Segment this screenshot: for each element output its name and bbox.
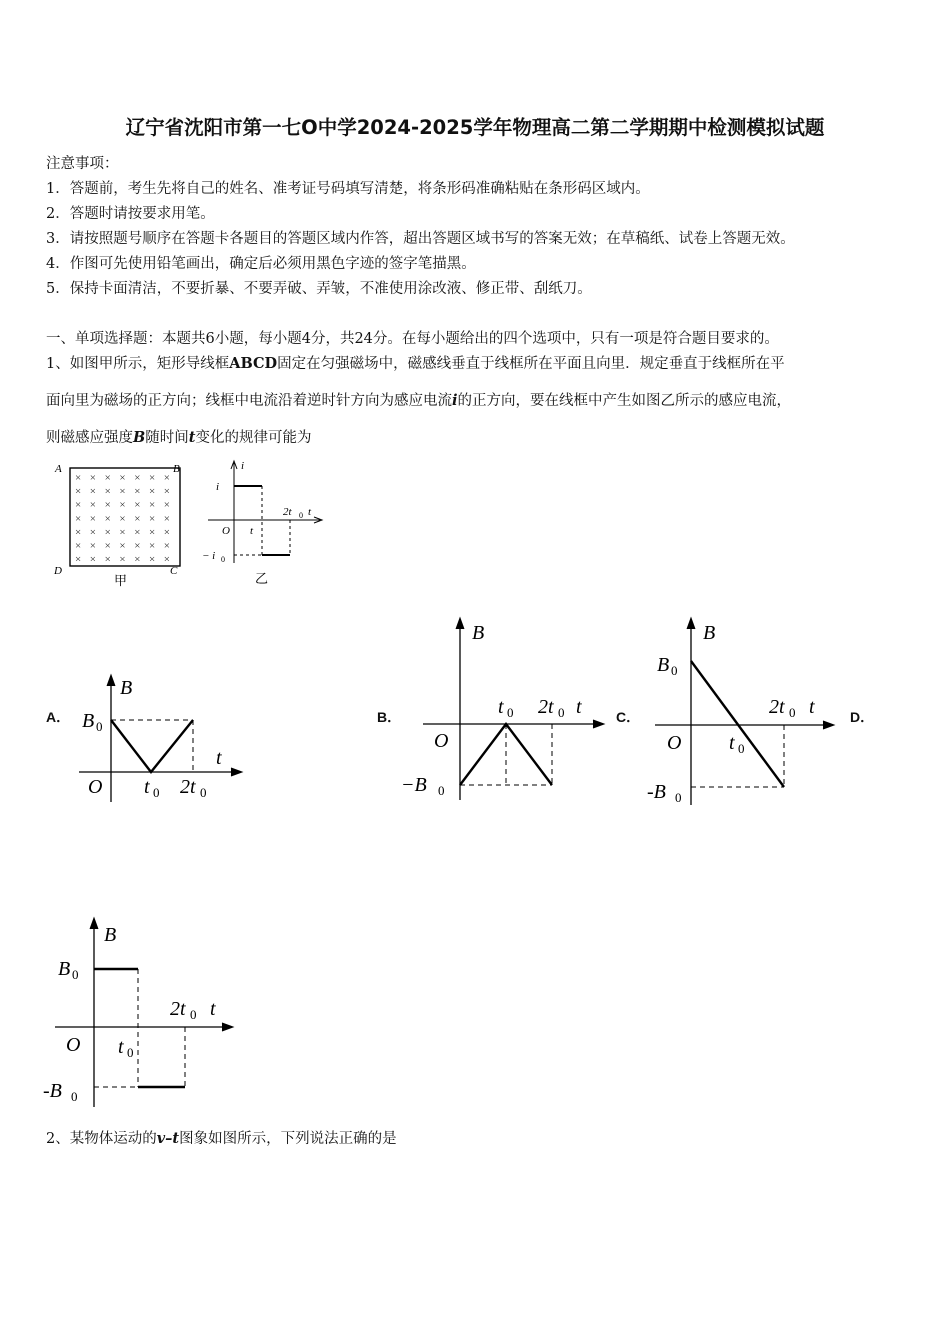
svg-text:t: t bbox=[576, 696, 582, 718]
field-mark: × bbox=[104, 512, 111, 525]
field-mark: × bbox=[89, 526, 97, 539]
q1-line1: 1、如图甲所示，矩形导线框ABCD固定在匀强磁场中，磁感线垂直于线框所在平面且向里．规定垂直于线框所在平 bbox=[46, 355, 785, 372]
svg-text:O: O bbox=[667, 732, 682, 754]
option-b-label[interactable]: B． bbox=[377, 709, 402, 725]
option-d-graph[interactable] bbox=[40, 915, 240, 1110]
svg-text:i: i bbox=[241, 460, 245, 472]
svg-text:B: B bbox=[58, 958, 71, 980]
field-mark: × bbox=[75, 472, 82, 484]
field-mark: × bbox=[119, 512, 126, 525]
svg-text:t: t bbox=[308, 506, 312, 518]
field-mark: × bbox=[89, 553, 97, 566]
field-mark: × bbox=[149, 485, 156, 498]
field-mark: × bbox=[134, 499, 141, 512]
option-a-graph[interactable] bbox=[76, 672, 246, 807]
field-mark: × bbox=[104, 553, 111, 566]
field-mark: × bbox=[149, 553, 156, 566]
svg-text:0: 0 bbox=[71, 1089, 78, 1104]
svg-text:0: 0 bbox=[200, 785, 207, 800]
field-mark: × bbox=[163, 553, 171, 566]
field-mark: × bbox=[134, 512, 141, 525]
svg-text:t: t bbox=[216, 747, 222, 769]
svg-text:0: 0 bbox=[153, 785, 160, 800]
svg-text:B: B bbox=[104, 924, 117, 946]
option-c-label[interactable]: C． bbox=[616, 709, 641, 725]
magnetic-field-marks bbox=[75, 472, 170, 566]
field-mark: × bbox=[163, 540, 171, 552]
section-heading: 一、单项选择题：本题共6小题，每小题4分，共24分。在每小题给出的四个选项中，只有一项是符合题目要求的。 bbox=[46, 331, 779, 347]
svg-text:0: 0 bbox=[72, 967, 79, 982]
notice-item: 3．请按照题号顺序在答题卡各题目的答题区域内作答，超出答题区域书写的答案无效；在草稿纸、试卷上答题无效。 bbox=[46, 231, 795, 247]
caption-yi: 乙 bbox=[255, 571, 269, 586]
figure-yi bbox=[198, 455, 328, 590]
svg-text:2t: 2t bbox=[769, 696, 785, 718]
field-mark: × bbox=[134, 553, 141, 566]
field-mark: × bbox=[75, 526, 82, 539]
svg-text:O: O bbox=[88, 776, 103, 798]
svg-text:B: B bbox=[703, 622, 716, 644]
svg-text:0: 0 bbox=[190, 1007, 197, 1022]
field-mark: × bbox=[75, 553, 82, 566]
q1-line2: 面向里为磁场的正方向；线框中电流沿着逆时针方向为感应电流i的正方向，要在线框中产生如图乙所示的感应电流， bbox=[46, 392, 792, 409]
field-mark: × bbox=[119, 472, 126, 484]
svg-text:0: 0 bbox=[675, 790, 682, 805]
notice-item: 4．作图可先使用铅笔画出，确定后必须用黑色字迹的签字笔描黑。 bbox=[46, 256, 476, 272]
field-mark: × bbox=[89, 499, 97, 512]
field-mark: × bbox=[75, 512, 82, 525]
notice-item: 2．答题时请按要求用笔。 bbox=[46, 206, 215, 222]
field-mark: × bbox=[75, 485, 82, 498]
svg-text:t: t bbox=[210, 998, 216, 1020]
svg-text:− i: − i bbox=[202, 550, 216, 562]
svg-text:O: O bbox=[66, 1034, 81, 1056]
svg-text:0: 0 bbox=[738, 741, 745, 756]
corner-a: A bbox=[55, 463, 62, 475]
q2-line: 2、某物体运动的v–t图象如图所示，下列说法正确的是 bbox=[46, 1130, 397, 1147]
field-mark: × bbox=[134, 526, 141, 539]
field-mark: × bbox=[119, 540, 126, 552]
option-b-graph[interactable] bbox=[398, 615, 608, 805]
field-mark: × bbox=[119, 499, 126, 512]
option-d-label[interactable]: D． bbox=[850, 709, 875, 725]
svg-text:2t: 2t bbox=[283, 506, 292, 518]
field-mark: × bbox=[163, 526, 171, 539]
field-mark: × bbox=[89, 472, 97, 484]
field-mark: × bbox=[104, 526, 111, 539]
figure-jia bbox=[50, 460, 190, 590]
svg-text:0: 0 bbox=[507, 705, 514, 720]
page-title: 辽宁省沈阳市第一七O中学2024-2025学年物理高二第二学期期中检测模拟试题 bbox=[125, 116, 825, 139]
field-mark: × bbox=[89, 540, 97, 552]
field-mark: × bbox=[104, 472, 111, 484]
svg-text:0: 0 bbox=[789, 705, 796, 720]
field-mark: × bbox=[104, 540, 111, 552]
field-mark: × bbox=[104, 485, 111, 498]
svg-text:t: t bbox=[729, 732, 735, 754]
field-mark: × bbox=[134, 540, 141, 552]
field-mark: × bbox=[163, 485, 171, 498]
field-mark: × bbox=[104, 499, 111, 512]
notice-heading: 注意事项： bbox=[46, 156, 119, 172]
svg-text:2t: 2t bbox=[170, 998, 186, 1020]
field-mark: × bbox=[75, 499, 82, 512]
field-mark: × bbox=[89, 512, 97, 525]
svg-text:t: t bbox=[118, 1036, 124, 1058]
field-mark: × bbox=[149, 472, 156, 484]
field-mark: × bbox=[134, 485, 141, 498]
svg-text:0: 0 bbox=[438, 783, 445, 798]
svg-text:B: B bbox=[82, 710, 95, 732]
field-mark: × bbox=[119, 485, 126, 498]
svg-text:0: 0 bbox=[127, 1045, 134, 1060]
svg-text:B: B bbox=[472, 622, 485, 644]
svg-text:t: t bbox=[498, 696, 504, 718]
field-mark: × bbox=[149, 512, 156, 525]
field-mark: × bbox=[163, 499, 171, 512]
svg-text:0: 0 bbox=[671, 663, 678, 678]
svg-text:t: t bbox=[250, 525, 254, 537]
svg-text:B: B bbox=[657, 654, 670, 676]
field-mark: × bbox=[75, 540, 82, 552]
svg-text:0: 0 bbox=[299, 511, 303, 520]
svg-text:O: O bbox=[222, 525, 230, 537]
field-mark: × bbox=[149, 526, 156, 539]
svg-text:-B: -B bbox=[43, 1080, 62, 1102]
svg-text:−B: −B bbox=[401, 774, 427, 796]
svg-text:0: 0 bbox=[558, 705, 565, 720]
field-mark: × bbox=[149, 540, 156, 552]
svg-text:B: B bbox=[120, 677, 133, 699]
field-mark: × bbox=[163, 512, 171, 525]
corner-d: D bbox=[54, 565, 62, 577]
svg-text:O: O bbox=[434, 730, 449, 752]
q1-line3: 则磁感应强度B随时间t变化的规律可能为 bbox=[46, 429, 312, 446]
svg-text:2t: 2t bbox=[180, 776, 196, 798]
svg-text:2t: 2t bbox=[538, 696, 554, 718]
corner-b: B bbox=[173, 463, 180, 475]
svg-text:-B: -B bbox=[647, 781, 666, 803]
field-mark: × bbox=[119, 526, 126, 539]
field-mark: × bbox=[163, 472, 171, 484]
field-mark: × bbox=[149, 499, 156, 512]
notice-item: 5．保持卡面清洁，不要折暴、不要弄破、弄皱，不准使用涂改液、修正带、刮纸刀。 bbox=[46, 281, 592, 297]
field-mark: × bbox=[89, 485, 97, 498]
svg-text:t: t bbox=[144, 776, 150, 798]
field-mark: × bbox=[119, 553, 126, 566]
option-a-label[interactable]: A． bbox=[46, 709, 71, 725]
caption-jia: 甲 bbox=[114, 573, 128, 588]
svg-text:i: i bbox=[216, 481, 220, 493]
svg-text:0: 0 bbox=[96, 719, 103, 734]
notice-item: 1．答题前，考生先将自己的姓名、准考证号码填写清楚，将条形码准确粘贴在条形码区域内。 bbox=[46, 181, 650, 197]
corner-c: C bbox=[170, 565, 178, 577]
svg-text:0: 0 bbox=[221, 555, 225, 564]
option-c-graph[interactable] bbox=[645, 615, 840, 810]
field-mark: × bbox=[134, 472, 141, 484]
svg-text:t: t bbox=[809, 696, 815, 718]
